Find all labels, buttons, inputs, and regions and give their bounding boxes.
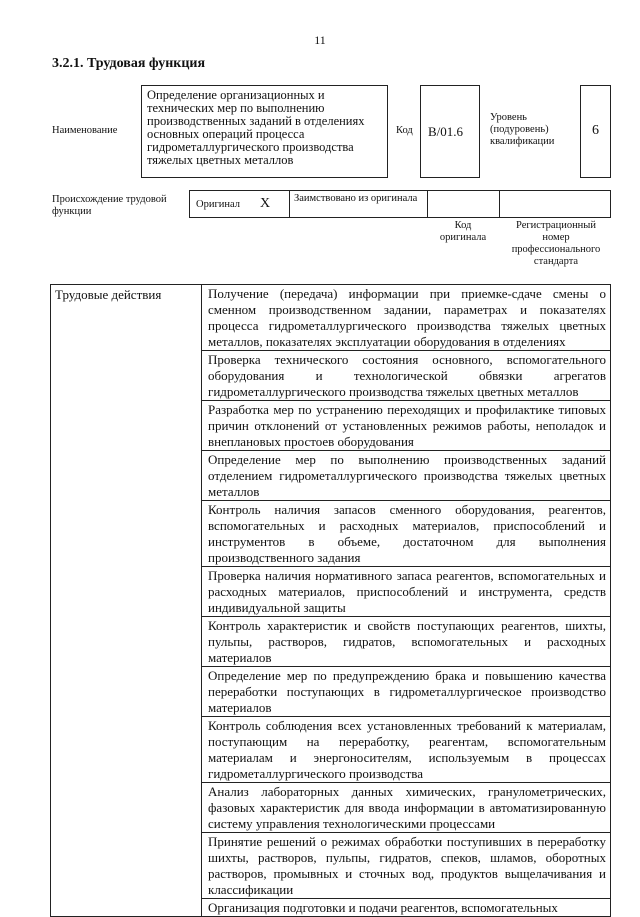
actions-label: Трудовые действия [51, 285, 202, 917]
origin-label: Происхождение трудовой функции [52, 194, 167, 217]
action-item: Контроль характеристик и свойств поступающих реагентов, шихты, пульпы, растворов, гидратов, вспомогательных и расходных материалов [202, 617, 610, 667]
level-label: Уровень (подуровень) квалификации [490, 112, 555, 147]
origin-divider-2 [427, 190, 428, 218]
action-item: Принятие решений о режимах обработки поступивших в переработку шихты, растворов, пульпы, гидратов, спеков, шламов, оборотных растворов, промывных и сточных вод, продуктов выщелачивания и классификации [202, 833, 610, 899]
borrowed-label: Заимствовано из оригинала [294, 193, 418, 204]
origin-divider-3 [499, 190, 500, 218]
level-value: 6 [592, 123, 599, 138]
actions-cell [202, 285, 611, 917]
origin-divider-1 [289, 190, 290, 218]
code-label: Код [396, 125, 413, 136]
original-code-caption: Код оригинала [439, 220, 487, 243]
level-box [580, 85, 611, 178]
original-mark: X [260, 196, 271, 211]
function-code: B/01.6 [428, 124, 464, 139]
work-actions-table [50, 284, 611, 917]
function-name: Определение организационных и технических мер по выполнению производственных заданий в отделениях основных операций процесса гидрометаллургического производства тяжелых цветных металлов [147, 88, 365, 167]
action-item: Контроль наличия запасов сменного оборудования, реагентов, вспомогательных и расходных материалов, приспособлений и инструментов в объеме, достаточном для выполнения производственного задания [202, 501, 610, 567]
section-title: 3.2.1. Трудовая функция [52, 56, 206, 71]
action-item: Разработка мер по устранению переходящих и профилактике типовых причин отклонений от установленных режимов работы, неполадок и внеплановых простоев оборудования [202, 401, 610, 451]
action-item: Получение (передача) информации при приемке-сдаче смены о сменном производственном задании, параметрах и показателях процесса гидрометаллургического производства тяжелых цветных металлов, показателях эксплуатации оборудования в отделениях [202, 285, 610, 351]
action-item: Определение мер по выполнению производственных заданий отделением гидрометаллургического производства тяжелых цветных металлов [202, 451, 610, 501]
page-number: 11 [314, 33, 326, 47]
registration-caption: Регистрационный номер профессионального стандарта [511, 220, 601, 267]
original-label: Оригинал [196, 199, 240, 210]
action-item: Анализ лабораторных данных химических, гранулометрических, фазовых характеристик для ввода информации в автоматизированную систему управления технологическими процессами [202, 783, 610, 833]
action-item: Контроль соблюдения всех установленных требований к материалам, поступающим на переработку, реагентам, вспомогательным материалам и энергоносителям, используемым в процессах гидрометаллургического производства [202, 717, 610, 783]
function-name-box [141, 85, 388, 178]
action-item: Организация подготовки и подачи реагентов, вспомогательных [208, 900, 558, 915]
action-item: Проверка технического состояния основного, вспомогательного оборудования и технологической обвязки агрегатов гидрометаллургического производства тяжелых цветных металлов [202, 351, 610, 401]
action-item: Определение мер по предупреждению брака и повышению качества переработки поступающих в гидрометаллургическое производство материалов [202, 667, 610, 717]
name-label: Наименование [52, 125, 118, 136]
function-code-box [420, 85, 480, 178]
action-item: Проверка наличия нормативного запаса реагентов, вспомогательных и расходных материалов, приспособлений и инструмента, средств индивидуальной защиты [202, 567, 610, 617]
